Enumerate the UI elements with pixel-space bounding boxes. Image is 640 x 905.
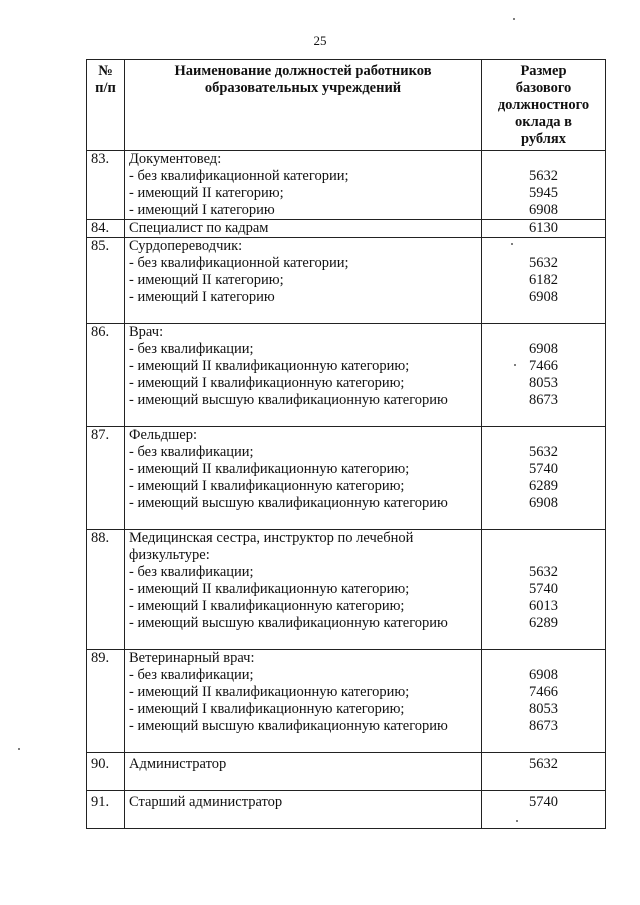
scan-speck <box>514 364 516 366</box>
position-line: - имеющий II квалификационную категорию; <box>129 461 410 477</box>
position-line: Ветеринарный врач: <box>129 650 255 666</box>
salary-value: 6908 <box>529 289 558 305</box>
salary-value: 6013 <box>529 598 558 614</box>
salary-value: 5740 <box>529 581 558 597</box>
salary-cell <box>482 650 606 753</box>
position-line: - имеющий I квалификационную категорию; <box>129 375 405 391</box>
salary-cell <box>482 220 606 238</box>
position-line: Специалист по кадрам <box>129 220 269 236</box>
header-salary-line: Размер <box>520 63 567 79</box>
salary-cell <box>482 530 606 650</box>
scan-speck <box>18 748 20 750</box>
scan-speck <box>516 820 518 822</box>
position-name-cell <box>125 530 482 650</box>
salary-value: 6908 <box>529 667 558 683</box>
position-line: Старший администратор <box>129 794 283 810</box>
position-line: - без квалификации; <box>129 444 254 460</box>
header-number <box>87 60 125 151</box>
table-row <box>87 530 606 650</box>
position-line: Врач: <box>129 324 164 340</box>
position-line: - имеющий I категорию <box>129 202 275 218</box>
row-spacer <box>129 632 477 649</box>
header-number-line: № <box>98 63 113 79</box>
salary-value: 6908 <box>529 495 558 511</box>
salary-value: 5632 <box>529 564 558 580</box>
table-row <box>87 791 606 829</box>
position-line: - имеющий II категорию; <box>129 185 284 201</box>
salary-value: 8053 <box>529 375 558 391</box>
position-line: - без квалификации; <box>129 341 254 357</box>
scan-speck <box>513 18 515 20</box>
salary-value: 6130 <box>529 220 558 236</box>
table-row <box>87 220 606 238</box>
salary-cell <box>482 151 606 220</box>
salary-value: 5632 <box>529 756 558 772</box>
salary-value <box>486 324 601 341</box>
position-line: - имеющий II квалификационную категорию; <box>129 684 410 700</box>
position-line: - имеющий I квалификационную категорию; <box>129 478 405 494</box>
table-row <box>87 753 606 791</box>
row-number: 84. <box>87 220 125 238</box>
salary-value: 8673 <box>529 392 558 408</box>
salary-value: 5632 <box>529 255 558 271</box>
row-number: 90. <box>87 753 125 791</box>
position-line: - имеющий I квалификационную категорию; <box>129 598 405 614</box>
salary-value: 5632 <box>529 168 558 184</box>
header-salary-line: оклада в <box>514 114 573 130</box>
salary-cell <box>482 324 606 427</box>
table-row <box>87 238 606 324</box>
row-number: 89. <box>87 650 125 753</box>
position-line: - имеющий высшую квалификационную категорию <box>129 615 448 631</box>
salary-value: 5945 <box>529 185 558 201</box>
header-salary-line: рублях <box>520 131 567 147</box>
row-spacer <box>129 735 477 752</box>
row-number: 85. <box>87 238 125 324</box>
salary-value: 8673 <box>529 718 558 734</box>
salary-value: 5740 <box>529 461 558 477</box>
salary-value: 7466 <box>529 684 558 700</box>
salary-value <box>486 238 601 255</box>
scan-speck <box>511 243 513 245</box>
salary-value: 6182 <box>529 272 558 288</box>
salary-value <box>486 151 601 168</box>
salary-cell <box>482 791 606 829</box>
salary-value <box>486 650 601 667</box>
salary-table <box>86 59 606 829</box>
header-base-salary <box>482 60 606 151</box>
header-name-line: образовательных учреждений <box>204 80 402 96</box>
position-line: - имеющий высшую квалификационную категорию <box>129 392 448 408</box>
salary-cell <box>482 753 606 791</box>
position-line: - имеющий I категорию <box>129 289 275 305</box>
position-line: - имеющий высшую квалификационную категорию <box>129 495 448 511</box>
position-line: - имеющий II категорию; <box>129 272 284 288</box>
salary-cell <box>482 238 606 324</box>
row-number: 86. <box>87 324 125 427</box>
salary-value: 5632 <box>529 444 558 460</box>
position-line: - имеющий высшую квалификационную категорию <box>129 718 448 734</box>
row-number: 87. <box>87 427 125 530</box>
row-spacer <box>129 811 477 828</box>
row-number: 91. <box>87 791 125 829</box>
salary-value: 6908 <box>529 202 558 218</box>
position-line: Администратор <box>129 756 227 772</box>
table-header-row <box>87 60 606 151</box>
position-line: - имеющий II квалификационную категорию; <box>129 581 410 597</box>
table-body <box>87 151 606 829</box>
position-line: - без квалификации; <box>129 564 254 580</box>
position-name-cell <box>125 427 482 530</box>
header-salary-line: базового <box>515 80 572 96</box>
table-row <box>87 650 606 753</box>
salary-value: 6908 <box>529 341 558 357</box>
position-line: Фельдшер: <box>129 427 197 443</box>
position-name-cell <box>125 650 482 753</box>
header-salary-line: должностного <box>497 97 590 113</box>
row-spacer <box>129 306 477 323</box>
table-row <box>87 427 606 530</box>
position-line: - имеющий I квалификационную категорию; <box>129 701 405 717</box>
salary-value: 8053 <box>529 701 558 717</box>
row-number: 83. <box>87 151 125 220</box>
salary-value <box>486 530 601 547</box>
salary-value: 7466 <box>529 358 558 374</box>
salary-value: 5740 <box>529 794 558 810</box>
position-line: - имеющий II квалификационную категорию; <box>129 358 410 374</box>
position-line: Сурдопереводчик: <box>129 238 243 254</box>
position-name-cell <box>125 324 482 427</box>
row-spacer <box>129 512 477 529</box>
row-spacer <box>129 773 477 790</box>
position-name-cell <box>125 791 482 829</box>
header-name-line: Наименование должностей работников <box>174 63 432 79</box>
salary-value <box>486 547 601 564</box>
table-row <box>87 151 606 220</box>
header-position-name <box>125 60 482 151</box>
row-number: 88. <box>87 530 125 650</box>
row-spacer <box>129 409 477 426</box>
position-name-cell <box>125 220 482 238</box>
position-name-cell <box>125 238 482 324</box>
salary-cell <box>482 427 606 530</box>
header-number-line: п/п <box>95 80 116 96</box>
table-row <box>87 324 606 427</box>
salary-value: 6289 <box>529 615 558 631</box>
position-line: физкультуре: <box>129 547 210 563</box>
position-line: - без квалификационной категории; <box>129 255 349 271</box>
page-number: 25 <box>313 33 327 48</box>
salary-value <box>486 427 601 444</box>
position-line: Медицинская сестра, инструктор по лечебной <box>129 530 414 546</box>
position-line: - без квалификационной категории; <box>129 168 349 184</box>
position-line: - без квалификации; <box>129 667 254 683</box>
position-name-cell <box>125 151 482 220</box>
position-name-cell <box>125 753 482 791</box>
position-line: Документовед: <box>129 151 222 167</box>
salary-value: 6289 <box>529 478 558 494</box>
